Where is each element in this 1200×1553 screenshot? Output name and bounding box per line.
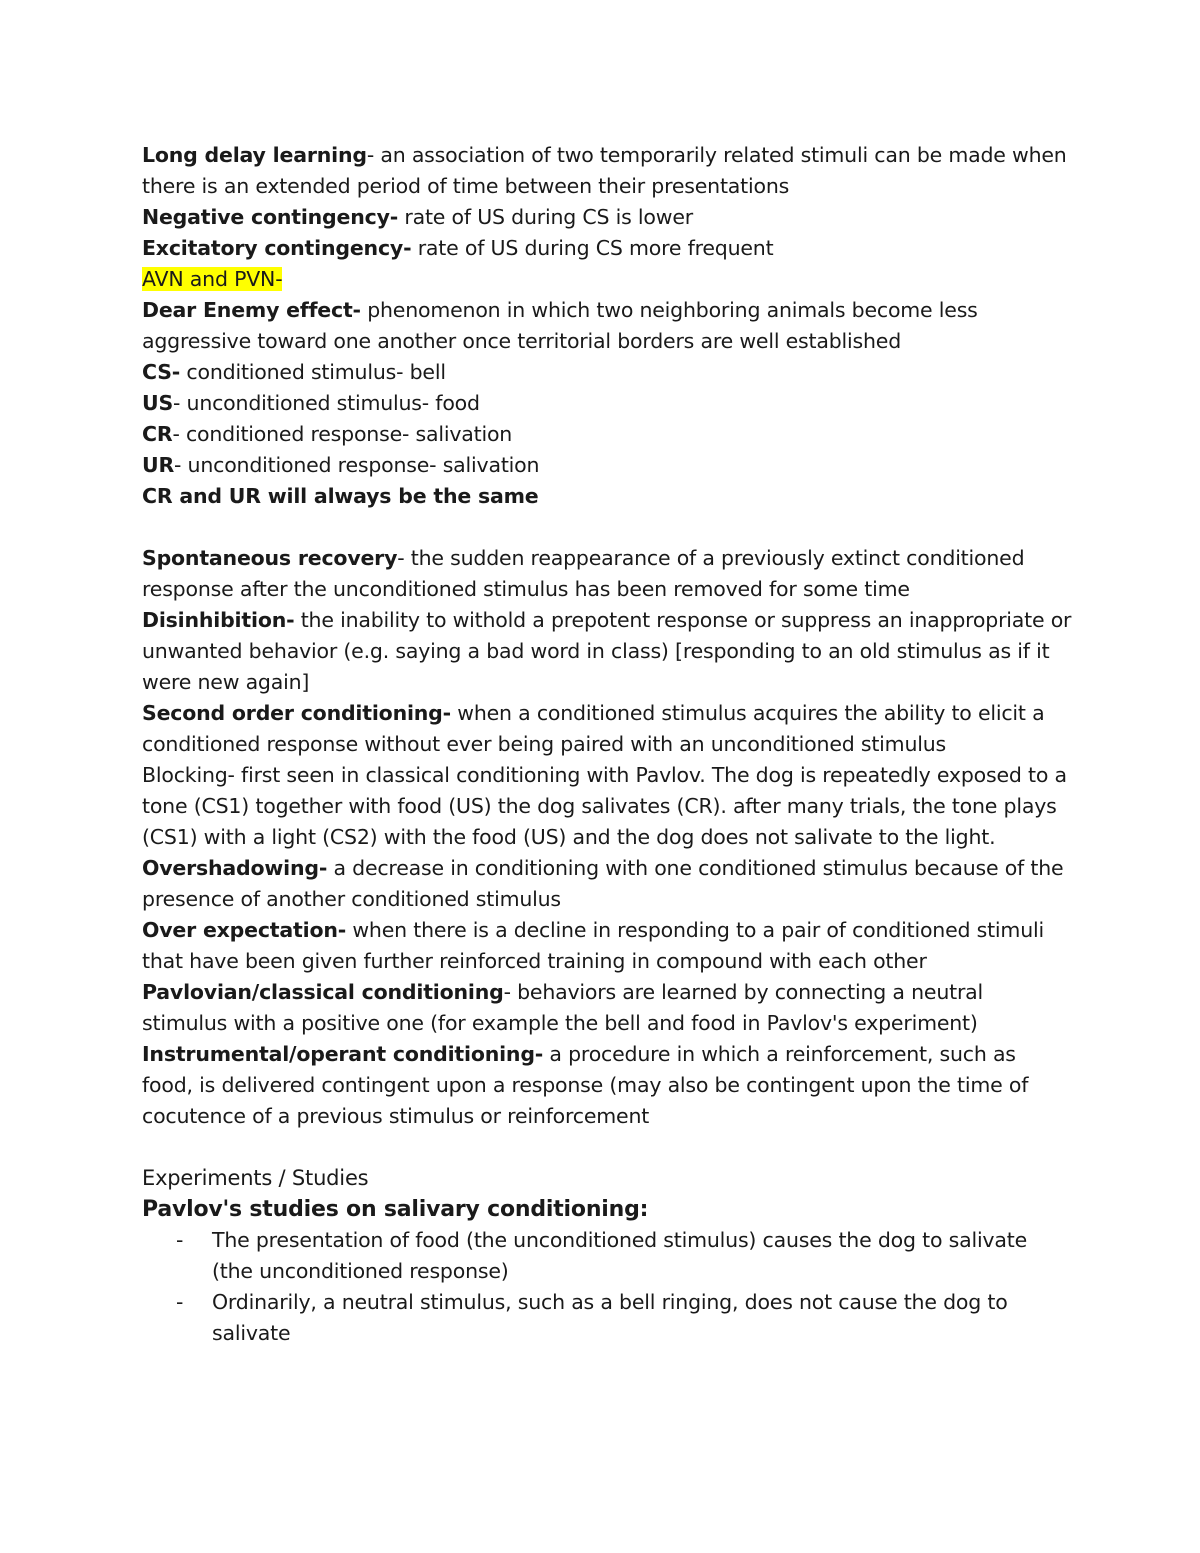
definition-cr: CR- conditioned response- salivation <box>142 422 513 446</box>
definition-operant-conditioning: Instrumental/operant conditioning- a procedure in which a reinforcement, such as food, is delivered contingent upon a response (may also be contingent upon the time of cocutence of a previous stimulus or reinforcement <box>142 1042 1029 1128</box>
document-content <box>142 140 1072 1349</box>
definition-disinhibition: Disinhibition- the inability to withold a prepotent response or suppress an inappropriate or unwanted behavior (e.g. saying a bad word in class) [responding to an old stimulus as if it were new again] <box>142 608 1072 694</box>
definition-us: US- unconditioned stimulus- food <box>142 391 480 415</box>
definition-second-order-conditioning: Second order conditioning- when a conditioned stimulus acquires the ability to elicit a conditioned response without ever being paired with an unconditioned stimulus <box>142 701 1045 756</box>
definition-blocking: Blocking- first seen in classical conditioning with Pavlov. The dog is repeatedly exposed to a tone (CS1) together with food (US) the dog salivates (CR). after many trials, the tone plays (CS1) with a light (CS2) with the food (US) and the dog does not salivate to the light. <box>142 763 1067 849</box>
list-item: - Ordinarily, a neutral stimulus, such as a bell ringing, does not cause the dog to salivate <box>176 1287 1072 1349</box>
note-cr-ur-same: CR and UR will always be the same <box>142 484 539 508</box>
dash-bullet-icon: - <box>176 1290 184 1314</box>
highlight-mark: AVN and PVN- <box>142 267 283 291</box>
dash-bullet-icon: - <box>176 1228 184 1252</box>
definitions-group-1 <box>142 140 1072 512</box>
bullet-list <box>142 1225 1072 1349</box>
definition-excitatory-contingency: Excitatory contingency- rate of US during CS more frequent <box>142 236 774 260</box>
definition-dear-enemy-effect: Dear Enemy effect- phenomenon in which two neighboring animals become less aggressive toward one another once territorial borders are well established <box>142 298 978 353</box>
definition-negative-contingency: Negative contingency- rate of US during CS is lower <box>142 205 693 229</box>
list-item: - The presentation of food (the unconditioned stimulus) causes the dog to salivate (the unconditioned response) <box>176 1225 1072 1287</box>
definitions-group-2 <box>142 543 1072 1132</box>
definition-overshadowing: Overshadowing- a decrease in conditioning with one conditioned stimulus because of the presence of another conditioned stimulus <box>142 856 1064 911</box>
spacer <box>142 512 1072 543</box>
highlighted-note-avn-pvn <box>142 264 1072 295</box>
section-heading: Experiments / Studies <box>142 1166 369 1190</box>
definition-cs: CS- conditioned stimulus- bell <box>142 360 446 384</box>
section-subheading: Pavlov's studies on salivary conditioning: <box>142 1197 649 1222</box>
definition-over-expectation: Over expectation- when there is a decline in responding to a pair of conditioned stimuli that have been given further reinforced training in compound with each other <box>142 918 1044 973</box>
spacer <box>142 1132 1072 1163</box>
definition-classical-conditioning: Pavlovian/classical conditioning- behaviors are learned by connecting a neutral stimulus with a positive one (for example the bell and food in Pavlov's experiment) <box>142 980 984 1035</box>
definition-long-delay-learning: Long delay learning- an association of two temporarily related stimuli can be made when there is an extended period of time between their presentations <box>142 143 1067 198</box>
definition-ur: UR- unconditioned response- salivation <box>142 453 540 477</box>
definition-spontaneous-recovery: Spontaneous recovery- the sudden reappearance of a previously extinct conditioned response after the unconditioned stimulus has been removed for some time <box>142 546 1025 601</box>
